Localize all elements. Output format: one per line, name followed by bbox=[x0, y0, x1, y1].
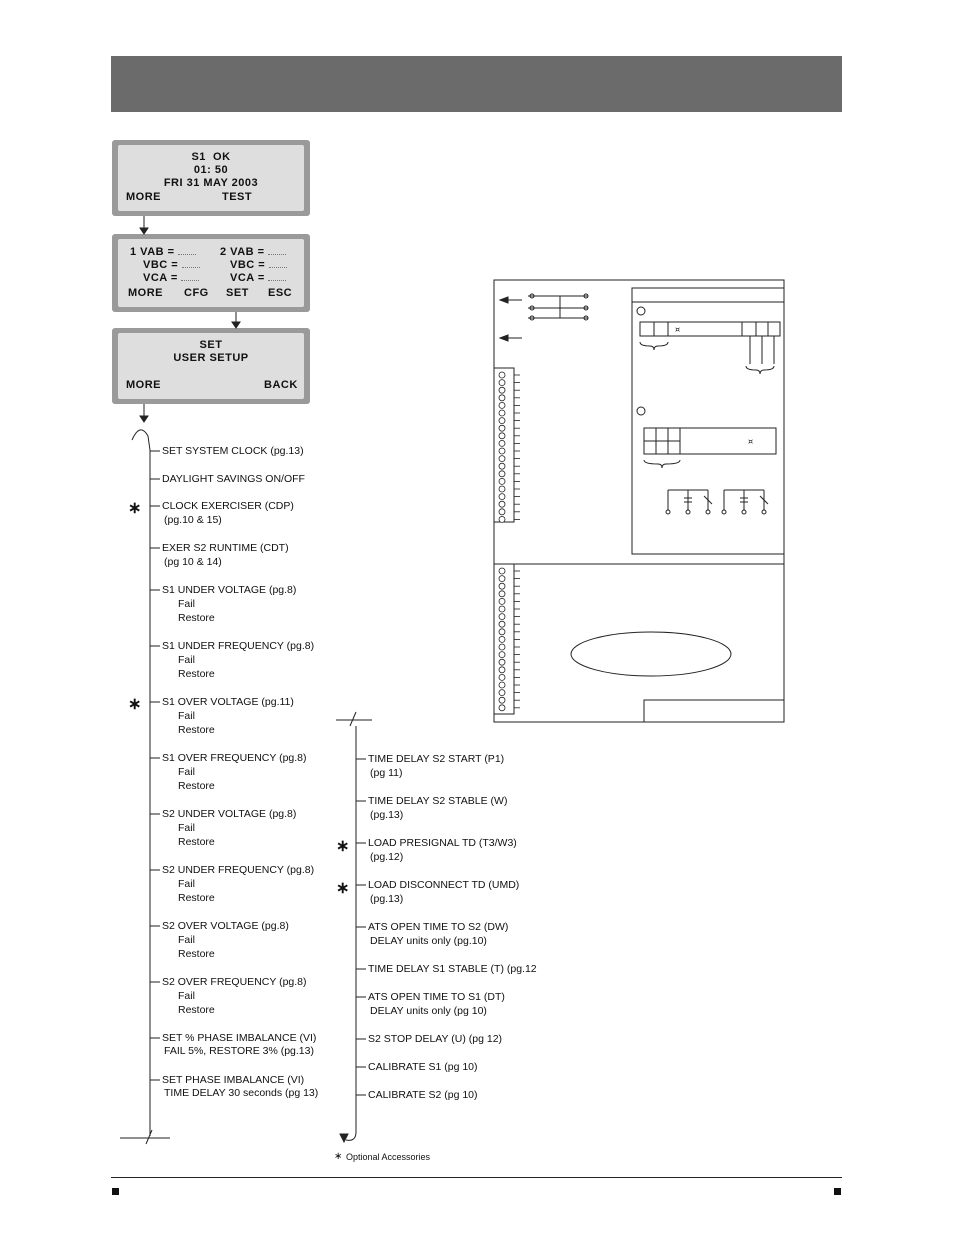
terminal-circle bbox=[499, 583, 505, 589]
test-softkey[interactable]: TEST bbox=[222, 191, 253, 203]
menu-clock-exerciser-ref: (pg.10 & 15) bbox=[164, 514, 222, 526]
terminal-circle bbox=[499, 652, 505, 658]
menu-set-system-clock[interactable]: SET SYSTEM CLOCK (pg.13) bbox=[162, 445, 304, 457]
terminal-circle bbox=[499, 494, 505, 500]
more-softkey[interactable]: MORE bbox=[126, 191, 161, 203]
menu-load-disconnect[interactable]: LOAD DISCONNECT TD (UMD) bbox=[368, 879, 520, 891]
back-softkey[interactable]: BACK bbox=[264, 379, 298, 391]
terminal-circle bbox=[499, 614, 505, 620]
terminal-circle bbox=[499, 606, 505, 612]
terminal-circle bbox=[499, 456, 505, 462]
status-date: FRI 31 MAY 2003 bbox=[163, 177, 259, 189]
vbc1-text: VBC = bbox=[143, 259, 179, 271]
vbc2-text: VBC = bbox=[230, 259, 266, 271]
restore-option[interactable]: Restore bbox=[178, 724, 215, 736]
menu-td-s2-stable[interactable]: TIME DELAY S2 STABLE (W) bbox=[368, 795, 508, 807]
terminal-circle bbox=[499, 591, 505, 597]
menu-calibrate-s1[interactable]: CALIBRATE S1 (pg 10) bbox=[368, 1061, 478, 1073]
terminal-circle bbox=[499, 478, 505, 484]
terminal-circle bbox=[499, 486, 505, 492]
menu-s2-stop-delay[interactable]: S2 STOP DELAY (U) (pg 12) bbox=[368, 1033, 503, 1045]
terminal-circle bbox=[499, 501, 505, 507]
terminal-circle bbox=[499, 667, 505, 673]
restore-option[interactable]: Restore bbox=[178, 892, 215, 904]
terminal-circle bbox=[499, 395, 505, 401]
vab1-text: 1 VAB = bbox=[130, 246, 175, 258]
footnote-optional-accessories: Optional Accessories bbox=[346, 1152, 431, 1162]
vca1-text: VCA = bbox=[143, 272, 178, 284]
menu-ats-open-time-s2-detail: DELAY units only (pg.10) bbox=[370, 935, 487, 947]
terminal-circle bbox=[499, 705, 505, 711]
set-subtitle: USER SETUP bbox=[173, 352, 249, 364]
svg-text:¤: ¤ bbox=[675, 325, 681, 334]
menu-td-s2-start[interactable]: TIME DELAY S2 START (P1) bbox=[368, 753, 505, 765]
restore-option[interactable]: Restore bbox=[178, 948, 215, 960]
terminal-circle bbox=[499, 568, 505, 574]
terminal-circle bbox=[499, 682, 505, 688]
terminal-circle bbox=[499, 629, 505, 635]
optional-marker: ∗ bbox=[336, 838, 350, 855]
menu-set-phase-imbalance-pct-detail: FAIL 5%, RESTORE 3% (pg.13) bbox=[164, 1045, 314, 1057]
menu-exer-s2-runtime[interactable]: EXER S2 RUNTIME (CDT) bbox=[162, 542, 289, 554]
menu-calibrate-s2[interactable]: CALIBRATE S2 (pg 10) bbox=[368, 1089, 478, 1101]
terminal-circle bbox=[499, 697, 505, 703]
restore-option[interactable]: Restore bbox=[178, 780, 215, 792]
terminal-circle bbox=[499, 516, 505, 522]
footer-marker-right bbox=[834, 1188, 841, 1195]
terminal-circle bbox=[499, 509, 505, 515]
terminal-circle bbox=[499, 418, 505, 424]
menu-s2-under-frequency[interactable]: S2 UNDER FREQUENCY (pg.8) bbox=[162, 864, 315, 876]
fail-option[interactable]: Fail bbox=[178, 990, 195, 1002]
terminal-circle bbox=[499, 598, 505, 604]
menu-s1-under-frequency[interactable]: S1 UNDER FREQUENCY (pg.8) bbox=[162, 640, 315, 652]
more-softkey[interactable]: MORE bbox=[128, 287, 163, 299]
menu-s1-over-voltage[interactable]: S1 OVER VOLTAGE (pg.11) bbox=[162, 696, 294, 708]
fail-option[interactable]: Fail bbox=[178, 654, 195, 666]
menu-set-phase-imbalance-delay[interactable]: SET PHASE IMBALANCE (VI) bbox=[162, 1074, 305, 1086]
status-source: S1 OK bbox=[191, 151, 231, 163]
menu-clock-exerciser[interactable]: CLOCK EXERCISER (CDP) bbox=[162, 500, 294, 512]
menu-exer-s2-runtime-ref: (pg 10 & 14) bbox=[164, 556, 222, 568]
vab2-text: 2 VAB = bbox=[220, 246, 265, 258]
footer-rule bbox=[111, 1177, 842, 1178]
terminal-circle bbox=[499, 448, 505, 454]
restore-option[interactable]: Restore bbox=[178, 612, 215, 624]
fail-option[interactable]: Fail bbox=[178, 878, 195, 890]
set-title: SET bbox=[199, 339, 223, 351]
fail-option[interactable]: Fail bbox=[178, 934, 195, 946]
optional-marker: ∗ bbox=[128, 500, 142, 517]
status-time: 01: 50 bbox=[193, 164, 229, 176]
optional-marker: ∗ bbox=[128, 696, 142, 713]
menu-set-phase-imbalance-pct[interactable]: SET % PHASE IMBALANCE (VI) bbox=[162, 1032, 317, 1044]
footnote-star: ∗ bbox=[334, 1151, 343, 1162]
terminal-circle bbox=[499, 471, 505, 477]
vca2-text: VCA = bbox=[230, 272, 265, 284]
menu-s1-over-frequency[interactable]: S1 OVER FREQUENCY (pg.8) bbox=[162, 752, 307, 764]
terminal-circle bbox=[499, 425, 505, 431]
terminal-circle bbox=[499, 387, 505, 393]
menu-daylight-savings[interactable]: DAYLIGHT SAVINGS ON/OFF bbox=[162, 473, 305, 485]
menu-s1-under-voltage[interactable]: S1 UNDER VOLTAGE (pg.8) bbox=[162, 584, 297, 596]
terminal-circle bbox=[499, 402, 505, 408]
menu-td-s1-stable[interactable]: TIME DELAY S1 STABLE (T) (pg.12 bbox=[368, 963, 537, 975]
menu-ats-open-time-s1[interactable]: ATS OPEN TIME TO S1 (DT) bbox=[368, 991, 505, 1003]
terminal-circle bbox=[499, 440, 505, 446]
more-softkey[interactable]: MORE bbox=[126, 379, 161, 391]
terminal-circle bbox=[499, 380, 505, 386]
set-softkey[interactable]: SET bbox=[226, 287, 249, 299]
menu-td-s2-start-ref: (pg 11) bbox=[370, 767, 403, 779]
terminal-circle bbox=[499, 372, 505, 378]
menu-ats-open-time-s2[interactable]: ATS OPEN TIME TO S2 (DW) bbox=[368, 921, 509, 933]
terminal-circle bbox=[499, 659, 505, 665]
terminal-circle bbox=[499, 433, 505, 439]
footer-marker-left bbox=[112, 1188, 119, 1195]
terminal-circle bbox=[499, 636, 505, 642]
fail-option[interactable]: Fail bbox=[178, 598, 195, 610]
terminal-circle bbox=[499, 644, 505, 650]
terminal-circle bbox=[499, 674, 505, 680]
terminal-circle bbox=[499, 463, 505, 469]
menu-td-s2-stable-ref: (pg.13) bbox=[370, 809, 404, 821]
restore-option[interactable]: Restore bbox=[178, 668, 215, 680]
fail-option[interactable]: Fail bbox=[178, 710, 195, 722]
menu-set-phase-imbalance-delay-detail: TIME DELAY 30 seconds (pg 13) bbox=[164, 1087, 319, 1099]
optional-marker: ∗ bbox=[336, 880, 350, 897]
menu-ats-open-time-s1-detail: DELAY units only (pg 10) bbox=[370, 1005, 487, 1017]
terminal-circle bbox=[499, 410, 505, 416]
terminal-circle bbox=[499, 690, 505, 696]
restore-option[interactable]: Restore bbox=[178, 1004, 215, 1016]
menu-s2-under-voltage[interactable]: S2 UNDER VOLTAGE (pg.8) bbox=[162, 808, 297, 820]
svg-text:¤: ¤ bbox=[748, 437, 754, 446]
restore-option[interactable]: Restore bbox=[178, 836, 215, 848]
cfg-softkey[interactable]: CFG bbox=[184, 287, 209, 299]
fail-option[interactable]: Fail bbox=[178, 822, 195, 834]
esc-softkey[interactable]: ESC bbox=[268, 287, 293, 299]
fail-option[interactable]: Fail bbox=[178, 766, 195, 778]
terminal-circle bbox=[499, 621, 505, 627]
menu-s2-over-frequency[interactable]: S2 OVER FREQUENCY (pg.8) bbox=[162, 976, 307, 988]
menu-load-presignal-ref: (pg.12) bbox=[370, 851, 404, 863]
menu-load-disconnect-ref: (pg.13) bbox=[370, 893, 404, 905]
menu-s2-over-voltage[interactable]: S2 OVER VOLTAGE (pg.8) bbox=[162, 920, 289, 932]
menu-load-presignal[interactable]: LOAD PRESIGNAL TD (T3/W3) bbox=[368, 837, 517, 849]
terminal-circle bbox=[499, 576, 505, 582]
